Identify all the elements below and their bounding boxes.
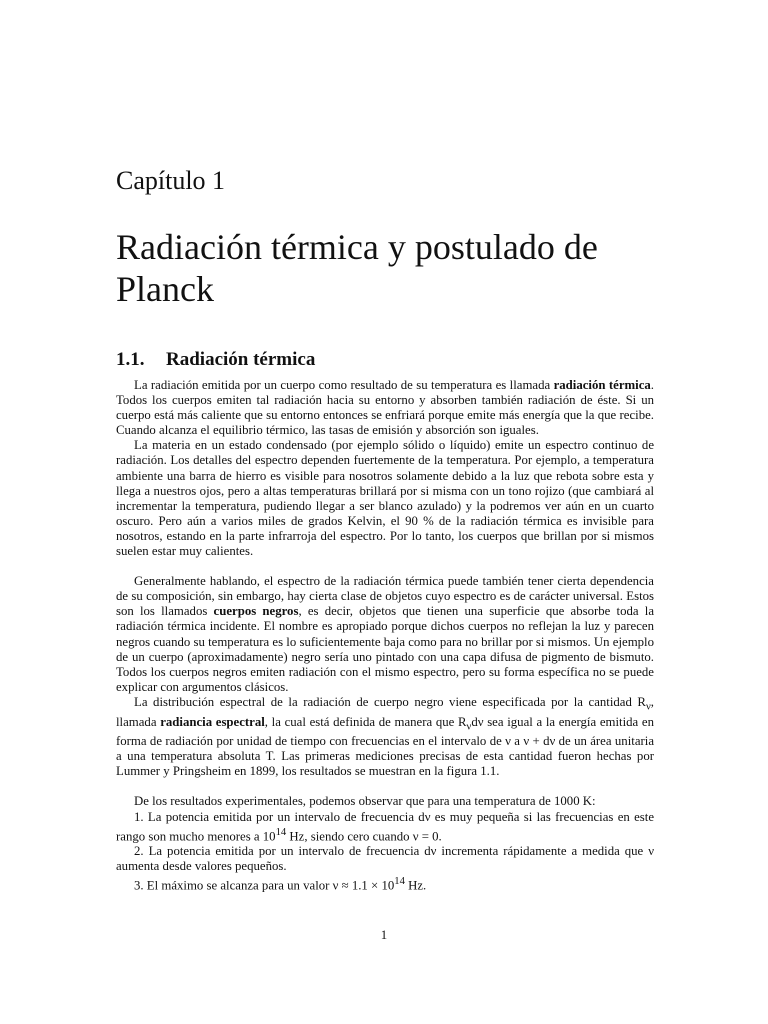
list-item-2	[116, 844, 654, 874]
term-cuerpos-negros: cuerpos negros	[213, 604, 299, 619]
p4-subscript-1: ν	[645, 701, 651, 713]
section-heading	[116, 348, 315, 372]
page-number: 1	[380, 928, 388, 942]
list-item-3	[116, 874, 654, 893]
body-text	[116, 378, 654, 894]
p4-text-b: , llamada	[116, 694, 654, 729]
paragraph-1	[116, 378, 654, 438]
section-title: Radiación térmica	[166, 349, 316, 370]
p1-text-a: La radiación emitida por un cuerpo como resultado de su temperatura es llamada	[134, 378, 554, 392]
chapter-label: Capítulo 1	[116, 166, 226, 195]
section-number: 1.1.	[116, 349, 145, 370]
paragraph-4	[116, 695, 654, 780]
p3-text-a: Generalmente hablando, el espectro de la radiación térmica puede también tener cierta dependencia de su composición, sin embargo, hay cierta clase de objetos cuyo espectro es de carácter universal. Estos son los llamados	[116, 574, 654, 619]
item3-text-b: Hz.	[404, 878, 427, 893]
term-radiacion-termica: radiación térmica	[553, 378, 651, 392]
item1-text-b: Hz, siendo cero cuando ν = 0.	[286, 828, 442, 843]
item3-exponent: 14	[394, 876, 405, 888]
p3-text-c: , es decir, objetos que tienen una superficie que absorbe toda la radiación térmica incidente. El nombre es apropiado porque dichos cuerpos no reflejan la luz y parecen negros cuando su temperatura es lo suficientemente baja como para no brillar por si mismos. Un ejemplo de un cuerpo (aproximadamente) negro sería uno pintado con una capa difusa de pigmento de bismuto. Todos los cuerpos negros emiten radiación con el mismo espectro, pero su forma específica no se puede explicar con argumentos clásicos.	[116, 604, 655, 694]
p5-text: De los resultados experimentales, podemos observar que para una temperatura de 1000 K:	[134, 794, 596, 809]
item2-text: 2. La potencia emitida por un intervalo de frecuencia dν incrementa rápidamente a medida que ν aumenta desde valores pequeños.	[116, 843, 654, 874]
paragraph-3	[116, 574, 654, 695]
chapter-title: Radiación térmica y postulado de Planck	[116, 227, 598, 309]
paragraph-5	[116, 794, 654, 809]
p4-text-e: dν sea igual a la energía emitida en forma de radiación por unidad de tiempo con frecuencias en el intervalo de ν a ν + dν de un área unitaria a una temperatura absoluta T. Las primeras mediciones precisas de esta cantidad fueron hechas por Lummer y Pringsheim en 1899, los resultados se muestran en la figura 1.1.	[116, 714, 654, 779]
paragraph-2	[116, 438, 654, 559]
p4-text-a: La distribución espectral de la radiación de cuerpo negro viene especificada por la cantidad R	[134, 694, 646, 709]
item1-exponent: 14	[275, 826, 287, 838]
p4-text-d: , la cual está definida de manera que R	[264, 714, 467, 729]
item3-text-a: 3. El máximo se alcanza para un valor ν ≈ 1.1 × 10	[134, 878, 395, 893]
term-radiancia-espectral: radiancia espectral	[160, 714, 265, 729]
p2-text: La materia en un estado condensado (por ejemplo sólido o líquido) emite un espectro continuo de radiación. Los detalles del espectro dependen fuertemente de la temperatura. Por ejemplo, a temperatura ambiente una barra de hierro es visible para nosotros solamente debido a la luz que rebota sobre esta y llega a nuestros ojos, pero a altas temperaturas brillará por si misma con un tono rojizo (que cambiará al incrementar la temperatura, pudiendo llegar a ser blanco azulado) y la podremos ver aún en un cuarto oscuro. Pero aún a varios miles de grados Kelvin, el 90 % de la radiación térmica es invisible para nosotros, estando en la parte infrarroja del espectro. Por lo tanto, los cuerpos que brillan por si mismos suelen estar muy calientes.	[116, 438, 654, 559]
list-item-1	[116, 810, 654, 844]
p1-text-c: . Todos los cuerpos emiten tal radiación hacia su entorno y absorben también radiación de éste. Si un cuerpo está más caliente que su entorno entonces se enfriará porque emite más energía que la que recibe. Cuando alcanza el equilibrio térmico, las tasas de emisión y absorción son iguales.	[116, 378, 654, 438]
item1-text-a: 1. La potencia emitida por un intervalo de frecuencia dν es muy pequeña si las frecuencias en este rango son mucho menores a 10	[116, 809, 654, 843]
p4-subscript-2: ν	[466, 721, 472, 733]
